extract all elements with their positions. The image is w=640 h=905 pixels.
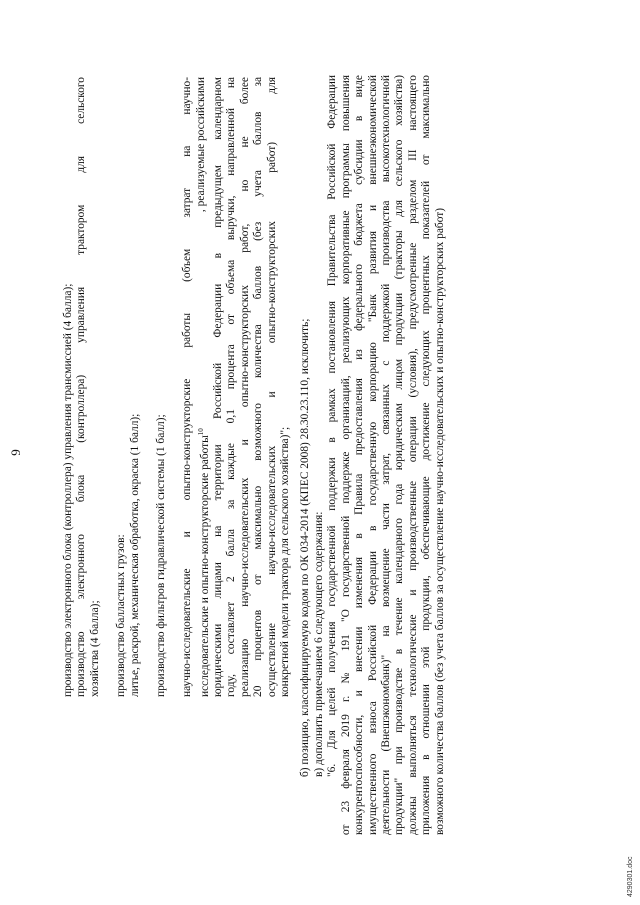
filter-block	[155, 77, 168, 697]
text-line: конкурентоспособности, и внесении изменения в Правила предоставления из федерального бюджета субсидии в виде	[353, 75, 366, 835]
note-6	[326, 75, 447, 835]
electronics-block	[62, 77, 102, 697]
text-line: хозяйства (4 балла);	[88, 600, 101, 697]
text-line: 20 процентов от максимально возможного количества баллов (без учета баллов за	[252, 77, 265, 697]
text-line: производство балластных грузов:	[115, 534, 128, 697]
item-b: б) позицию, классифицируемую кодом по ОК 034-2014 (КПЕС 2008) 28.30.23.110, исключить;	[299, 318, 312, 777]
text-line: продукции" при производстве в течение календарного года юридическим лицом продукции (тракторы для сельского хозяйства)	[393, 75, 406, 835]
text-line: реализацию научно-исследовательских и опытно-конструкторских работ, но не более	[238, 77, 251, 697]
document-footer: 4290301.doc	[627, 856, 634, 897]
text-line: году, составляет 2 балла за каждые 0,1 процента от объема выручки, направленной на	[225, 77, 238, 697]
text-line: имущественного взноса Российской Федерации в государственную корпорацию "Банк развития и внешнеэкономической	[366, 75, 379, 835]
text-line: литье, раскрой, механическая обработка, окраска (1 балл);	[128, 413, 141, 697]
text-line: деятельности (Внешэкономбанк)" на возмещение части затрат, связанных с поддержкой производства высокотехнологичной	[379, 75, 392, 835]
page-number: 9	[8, 449, 23, 456]
text-line: от 23 февраля 2019 г. № 191 "О государственной поддержке организаций, реализующих корпоративные программы повышения	[339, 75, 352, 835]
text-line: производство электронного блока (контроллера) управления трактором для сельского	[75, 77, 88, 697]
item-v: в) дополнить примечанием 6 следующего содержания:	[312, 511, 325, 777]
text-fragment: исследовательские и опытно-конструкторские работы	[198, 435, 211, 697]
text-line	[195, 77, 212, 697]
text-line: "6. Для целей получения государственной поддержки в рамках постановления Правительства Российской Федерации	[326, 75, 339, 777]
text-fragment: , реализуемые российскими	[194, 77, 207, 213]
ballast-block	[115, 77, 142, 697]
text-line: возможного количества баллов (без учета баллов за осуществление научно-исследовательских и опытно-конструкторских работ)	[433, 207, 446, 835]
text-line: научно-исследовательские и опытно-конструкторские работы (объем затрат на научно-	[181, 77, 194, 697]
text-line: юридическими лицами на территории Российской Федерации в предыдущем календарном	[212, 77, 225, 697]
text-line: осуществление научно-исследовательских и опытно-конструкторских работ) для	[265, 77, 278, 697]
text-line: конкретной модели трактора для сельского хозяйства)";	[279, 426, 292, 697]
document-body	[62, 75, 447, 835]
text-line: производство фильтров гидравлической системы (1 балл);	[155, 414, 168, 697]
text-line: приложения в отношении этой продукции, обеспечивающие достижение следующих процентных показателей от максимально	[420, 75, 433, 835]
text-line: должны выполняться технологические и производственные операции (условия), предусмотренные разделом III настоящего	[406, 75, 419, 835]
footnote-marker: 10	[196, 428, 205, 436]
rnd-block	[181, 77, 292, 697]
text-line: производство электронного блока (контроллера) управления трансмиссией (4 балла);	[62, 283, 74, 697]
